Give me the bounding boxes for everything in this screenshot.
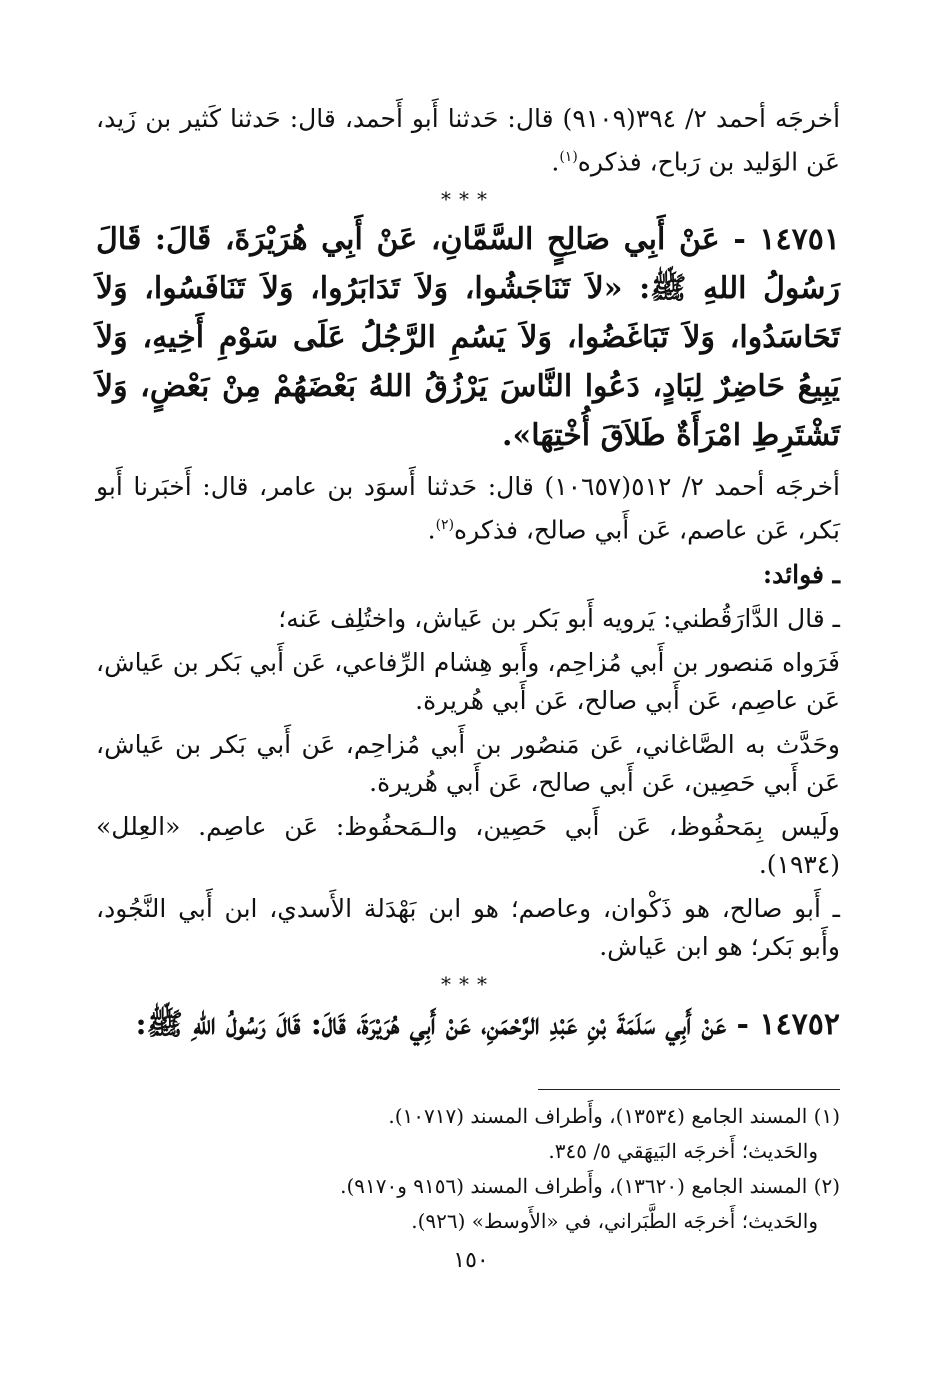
source-end-1: . bbox=[551, 147, 560, 177]
footnote-2: (٢) المسند الجامع (١٣٦٢٠)، وأَطراف المسند (٩١٥٦ و٩١٧٠). bbox=[340, 1173, 840, 1198]
footnote-2-continued: والحَديث؛ أَخرجَه الطَّبَراني، في «الأَوسط» (٩٢٦). bbox=[411, 1208, 818, 1233]
benefit-paragraph: ـ أَبو صالح، هو ذَكْوان، وعاصم؛ هو ابن بَهْدَلة الأَسدي، ابن أَبي النَّجُود، وأَبو بَكر؛ هو ابن عَياش. bbox=[96, 893, 840, 961]
source-end-2: . bbox=[427, 515, 436, 545]
hadith-14752 bbox=[96, 1000, 840, 1049]
source-text-1: أخرجَه أحمد ٢/ ٣٩٤(٩١٠٩) قال: حَدثنا أَبو أَحمد، قال: حَدثنا كَثير بن زَيد، عَن الوَليد بن رَباح، فذكره bbox=[96, 104, 841, 177]
page-number: ١٥٠ bbox=[453, 1248, 489, 1273]
section-separator-1: *** bbox=[441, 187, 495, 212]
page-body bbox=[96, 100, 840, 1310]
hadith-14751 bbox=[96, 215, 840, 460]
benefit-paragraph: ـ قال الدَّارَقُطني: يَرويه أَبو بَكر بن عَياش، واختُلِف عَنه؛ bbox=[278, 603, 840, 633]
hadith-text: «لاَ تَنَاجَشُوا، وَلاَ تَدَابَرُوا، وَلاَ تَنَافَسُوا، وَلاَ تَحَاسَدُوا، وَلاَ تَبَاغَضُوا، وَلاَ يَسُمِ الرَّجُلُ عَلَى سَوْمِ أَخِيهِ، وَلاَ يَبِيعُ حَاضِرٌ لِبَادٍ، دَعُوا النَّاسَ يَرْزُقُ اللهُ بَعْضَهُمْ مِنْ بَعْضٍ، وَلاَ تَشْتَرِطِ امْرَأَةٌ طَلاَقَ أُخْتِهَا». bbox=[96, 271, 840, 454]
benefit-paragraph: ولَيس بِمَحفُوظ، عَن أَبي حَصِين، والـمَحفُوظ: عَن عاصِم. «العِلل» (١٩٣٤). bbox=[96, 811, 840, 879]
hadith-intro: - عَنْ أَبِي صَالِحٍ السَّمَّانِ، عَنْ أَبِي هُرَيْرَةَ، قَالَ: قَالَ رَسُولُ اللهِ ﷺ: bbox=[96, 222, 840, 307]
hadith-number: ١٤٧٥٢ bbox=[759, 1006, 840, 1042]
source-text-2: أخرجَه أحمد ٢/ ٥١٢(١٠٦٥٧) قال: حَدثنا أَسوَد بن عامر، قال: أَخبَرنا أَبو بَكر، عَن عاصم، عَن أَبي صالح، فذكره bbox=[96, 472, 840, 545]
source-paragraph-1 bbox=[96, 100, 840, 181]
footnote-divider bbox=[538, 1089, 840, 1090]
hadith-intro: - عَنْ أَبِي سَلَمَةَ بْنِ عَبْدِ الرَّحْمَنِ، عَنْ أَبِي هُرَيْرَةَ، قَالَ: قَالَ رَسُولُ اللهِ ﷺ: bbox=[135, 1006, 749, 1042]
footnote-1-continued: والحَديث؛ أَخرجَه البَيهَقي ٥/ ٣٤٥. bbox=[548, 1138, 818, 1163]
footnote-1: (١) المسند الجامع (١٣٥٣٤)، وأَطراف المسند (١٠٧١٧). bbox=[388, 1103, 840, 1128]
footnote-ref-1[interactable]: (١) bbox=[559, 149, 578, 165]
hadith-number: ١٤٧٥١ bbox=[759, 222, 840, 258]
source-paragraph-2 bbox=[96, 468, 840, 549]
footnote-ref-2[interactable]: (٢) bbox=[435, 517, 455, 534]
benefit-paragraph: فَرَواه مَنصور بن أَبي مُزاحِم، وأَبو هِشام الرِّفاعي، عَن أَبي بَكر بن عَياش، عَن عاصِم، عَن أَبي صالح، عَن أَبي هُريرة. bbox=[96, 647, 840, 715]
section-separator-2: *** bbox=[441, 971, 495, 996]
benefits-heading: ـ فوائد: bbox=[762, 559, 840, 589]
benefit-paragraph: وحَدَّث به الصَّاغاني، عَن مَنصُور بن أَبي مُزاحِم، عَن أَبي بَكر بن عَياش، عَن أَبي حَصِين، عَن أَبي صالح، عَن أَبي هُريرة. bbox=[96, 729, 840, 797]
